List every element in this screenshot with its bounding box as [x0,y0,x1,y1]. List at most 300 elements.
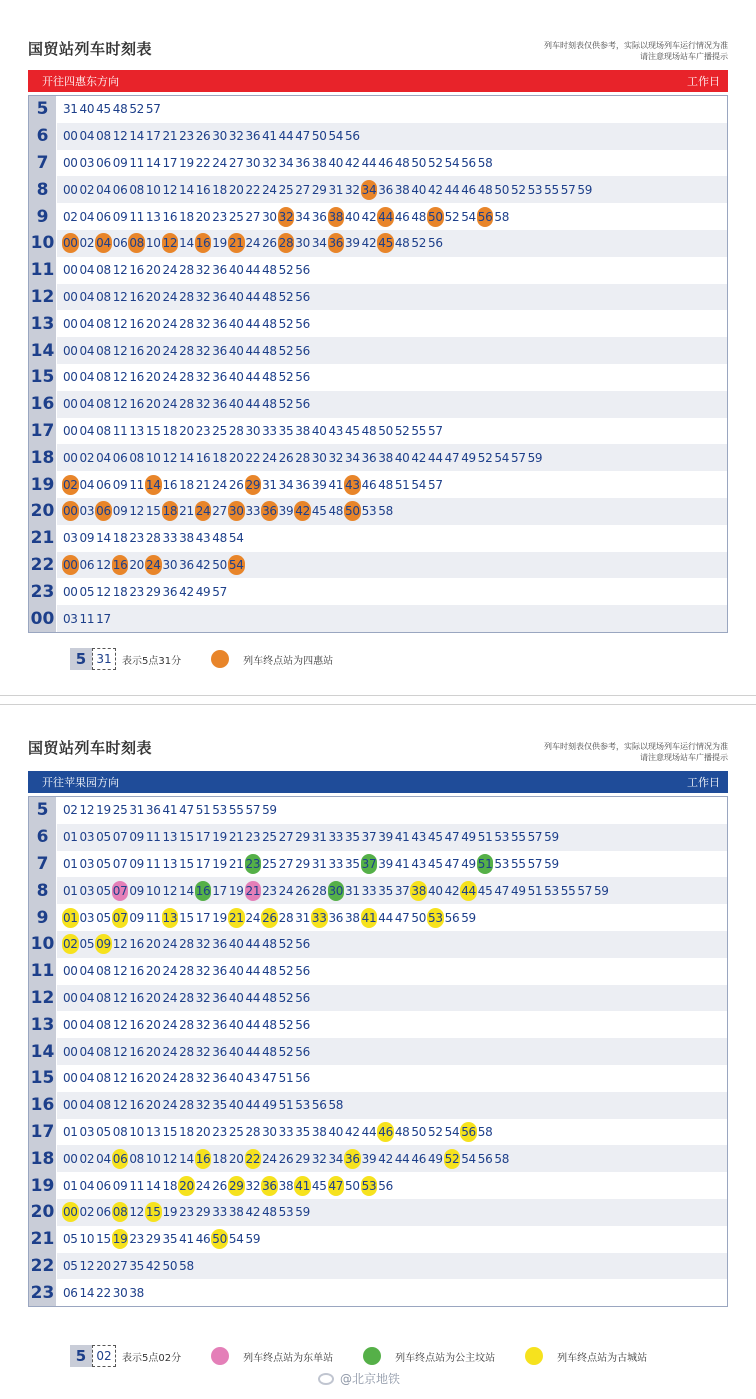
departure-minute: 16 [195,182,211,197]
departure-minute: 47 [179,803,194,818]
departure-minute: 55 [411,423,427,438]
departure-minute: 59 [262,803,277,818]
departure-minute: 08 [96,129,111,144]
departure-minute: 48 [262,937,277,952]
departure-minute: 00 [62,555,79,575]
departure-minute: 01 [62,883,78,898]
departure-minute: 40 [228,937,244,952]
departure-minute: 04 [79,316,95,331]
departure-minute: 48 [411,209,427,224]
legend-item-text: 列车终点站为东单站 [243,1352,334,1364]
table-row [29,364,727,391]
departure-minute: 00 [62,182,78,197]
hour-cell: 12 [29,284,57,311]
departure-minute: 56 [477,1151,493,1166]
departure-minute: 05 [79,584,95,599]
departure-minute: 28 [179,316,194,331]
departure-minute: 12 [112,1044,128,1059]
departure-minute: 08 [129,182,144,197]
departure-minute: 12 [96,584,111,599]
departure-minute: 03 [79,856,95,871]
departure-minute: 48 [262,1017,277,1032]
departure-minute: 39 [361,1151,377,1166]
departure-minute: 35 [295,1124,310,1139]
departure-minute: 25 [262,856,277,871]
departure-minute: 42 [294,501,311,521]
departure-minute: 02 [62,209,78,224]
departure-minute: 04 [79,1071,95,1086]
hour-cell: 16 [29,1092,57,1119]
departure-minute: 51 [477,830,493,845]
departure-minute: 36 [212,263,227,278]
departure-minute: 02 [62,475,79,495]
table-row [29,310,727,337]
departure-minute: 07 [112,881,129,901]
table-row [29,444,727,471]
hour-cell: 7 [29,150,57,177]
departure-minute: 54 [228,1232,244,1247]
departure-minute: 18 [212,1151,227,1166]
departure-minute: 05 [96,830,111,845]
departure-minute: 12 [162,182,178,197]
departure-minute: 29 [228,1176,245,1196]
departure-minute: 28 [311,883,327,898]
departure-minute: 04 [79,1044,95,1059]
departure-minute: 26 [295,883,310,898]
departure-minute: 46 [361,477,377,492]
legend-sample-minute: 31 [92,648,116,670]
departure-minute: 39 [311,477,327,492]
departure-minute: 20 [145,1098,161,1113]
departure-minute: 24 [245,910,261,925]
departure-minute: 56 [295,343,310,358]
departure-minute: 44 [245,964,261,979]
departure-minute: 38 [410,881,427,901]
minutes-list [57,367,311,387]
departure-minute: 38 [179,531,194,546]
minutes-list [57,1149,510,1169]
departure-minute: 44 [245,397,261,412]
timetable-grid [28,95,728,633]
departure-minute: 43 [245,1071,261,1086]
minutes-list [57,394,311,414]
departure-minute: 52 [428,1124,443,1139]
departure-minute: 33 [328,856,344,871]
departure-minute: 19 [212,910,227,925]
departure-minute: 50 [411,910,427,925]
departure-minute: 44 [245,1044,261,1059]
departure-minute: 56 [295,990,310,1005]
hour-cell: 15 [29,364,57,391]
departure-minute: 29 [195,1205,211,1220]
departure-minute: 32 [278,207,295,227]
departure-minute: 11 [145,910,161,925]
departure-minute: 59 [461,910,476,925]
departure-minute: 24 [245,236,261,251]
departure-minute: 22 [245,450,261,465]
departure-minute: 59 [295,1205,310,1220]
departure-minute: 24 [212,155,227,170]
departure-minute: 42 [444,883,460,898]
departure-minute: 18 [112,531,128,546]
departure-minute: 05 [96,856,111,871]
departure-minute: 57 [527,856,543,871]
departure-minute: 52 [278,343,294,358]
table-row [29,824,727,851]
departure-minute: 58 [477,155,493,170]
departure-minute: 16 [195,1149,212,1169]
table-row [29,1011,727,1038]
hour-cell: 22 [29,1253,57,1280]
departure-minute: 44 [245,370,261,385]
minutes-list [57,1042,311,1062]
departure-minute: 43 [195,531,211,546]
departure-minute: 50 [162,1258,178,1273]
departure-minute: 18 [212,182,227,197]
departure-minute: 02 [62,934,79,954]
departure-minute: 09 [95,934,112,954]
departure-minute: 23 [129,1232,144,1247]
departure-minute: 59 [544,856,559,871]
departure-minute: 25 [228,209,244,224]
departure-minute: 39 [378,830,393,845]
departure-minute: 06 [112,236,128,251]
departure-minute: 28 [179,1071,194,1086]
departure-minute: 32 [245,1178,261,1193]
departure-minute: 25 [212,423,227,438]
departure-minute: 14 [179,182,194,197]
hour-cell: 6 [29,824,57,851]
departure-minute: 06 [96,477,111,492]
departure-minute: 36 [212,397,227,412]
departure-minute: 58 [378,504,393,519]
departure-minute: 18 [179,477,194,492]
departure-minute: 44 [377,207,394,227]
departure-minute: 09 [129,910,144,925]
departure-minute: 42 [361,209,377,224]
minutes-list [57,1283,145,1303]
departure-minute: 26 [212,1178,227,1193]
departure-minute: 44 [245,289,261,304]
table-row [29,337,727,364]
departure-minute: 42 [179,584,194,599]
departure-minute: 48 [262,990,277,1005]
hour-cell: 8 [29,176,57,203]
departure-minute: 32 [195,343,211,358]
departure-minute: 24 [162,1098,178,1113]
departure-minute: 04 [95,233,112,253]
departure-minute: 25 [262,830,277,845]
departure-minute: 07 [112,908,129,928]
departure-minute: 52 [278,937,294,952]
departure-minute: 08 [96,263,111,278]
departure-minute: 36 [212,1017,227,1032]
departure-minute: 19 [96,803,111,818]
departure-minute: 20 [178,1176,195,1196]
departure-minute: 24 [195,1178,211,1193]
departure-minute: 14 [129,129,144,144]
departure-minute: 35 [345,856,360,871]
departure-minute: 41 [394,856,410,871]
hour-cell: 20 [29,1199,57,1226]
departure-minute: 28 [295,450,310,465]
departure-minute: 32 [195,1044,211,1059]
departure-minute: 22 [96,1285,111,1300]
departure-minute: 57 [212,584,227,599]
departure-minute: 10 [129,1124,144,1139]
departure-minute: 32 [195,1098,211,1113]
departure-minute: 36 [212,1044,227,1059]
departure-minute: 04 [79,129,95,144]
departure-minute: 32 [195,1017,211,1032]
minutes-list [57,1015,311,1035]
departure-minute: 40 [228,263,244,278]
departure-minute: 57 [428,477,443,492]
minutes-list [57,153,493,173]
departure-minute: 36 [212,316,227,331]
departure-minute: 53 [212,803,227,818]
minutes-list [57,934,311,954]
departure-minute: 28 [228,423,244,438]
departure-minute: 19 [212,856,227,871]
departure-minute: 33 [311,908,328,928]
departure-minute: 08 [96,964,111,979]
departure-minute: 06 [96,1205,111,1220]
departure-minute: 41 [162,803,178,818]
table-row [29,96,727,123]
departure-minute: 36 [344,1149,361,1169]
departure-minute: 52 [278,316,294,331]
departure-minute: 16 [195,233,212,253]
departure-minute: 08 [96,1071,111,1086]
departure-minute: 20 [145,343,161,358]
departure-minute: 24 [162,370,178,385]
legend-dot-icon [211,1347,229,1365]
departure-minute: 24 [212,477,227,492]
departure-minute: 04 [79,1098,95,1113]
departure-minute: 27 [278,856,294,871]
departure-minute: 02 [79,182,95,197]
departure-minute: 32 [195,263,211,278]
departure-minute: 36 [361,450,377,465]
legend-sample-minute: 02 [92,1345,116,1367]
departure-minute: 23 [195,423,211,438]
hour-cell: 23 [29,1279,57,1306]
departure-minute: 37 [394,883,410,898]
table-row [29,176,727,203]
departure-minute: 09 [112,477,128,492]
departure-minute: 00 [62,1071,78,1086]
minutes-list [57,421,444,441]
hour-cell: 16 [29,391,57,418]
departure-minute: 50 [378,423,393,438]
departure-minute: 48 [112,102,128,117]
departure-minute: 00 [62,289,78,304]
departure-minute: 28 [179,263,194,278]
table-row [29,1172,727,1199]
departure-minute: 48 [262,370,277,385]
departure-minute: 48 [262,316,277,331]
departure-minute: 54 [494,450,510,465]
legend-dot-icon [211,650,229,668]
departure-minute: 46 [377,1122,394,1142]
departure-minute: 00 [62,129,78,144]
departure-minute: 44 [245,316,261,331]
departure-minute: 15 [179,910,194,925]
departure-minute: 36 [311,209,327,224]
departure-minute: 32 [262,155,277,170]
departure-minute: 29 [145,1232,161,1247]
departure-minute: 09 [129,856,144,871]
departure-minute: 00 [62,263,78,278]
departure-minute: 55 [510,856,526,871]
departure-minute: 53 [295,1098,310,1113]
table-row [29,1038,727,1065]
departure-minute: 36 [212,964,227,979]
minutes-list [57,1095,344,1115]
departure-minute: 11 [112,423,128,438]
departure-minute: 15 [179,830,194,845]
departure-minute: 52 [278,964,294,979]
departure-minute: 34 [295,209,310,224]
hour-cell: 10 [29,931,57,958]
departure-minute: 23 [245,830,261,845]
departure-minute: 45 [477,883,493,898]
departure-minute: 53 [527,182,543,197]
departure-minute: 16 [129,964,144,979]
departure-minute: 51 [195,803,211,818]
table-row [29,525,727,552]
departure-minute: 10 [145,182,161,197]
timetable-grid [28,796,728,1307]
departure-minute: 09 [129,830,144,845]
minutes-list [57,314,311,334]
departure-minute: 36 [212,990,227,1005]
departure-minute: 25 [228,1124,244,1139]
departure-minute: 52 [278,1017,294,1032]
departure-minute: 20 [228,182,244,197]
departure-minute: 21 [195,477,211,492]
departure-minute: 51 [527,883,543,898]
departure-minute: 38 [278,1178,294,1193]
departure-minute: 47 [444,856,460,871]
departure-minute: 01 [62,856,78,871]
departure-minute: 44 [378,910,393,925]
departure-minute: 30 [112,1285,128,1300]
departure-minute: 36 [212,1071,227,1086]
departure-minute: 00 [62,370,78,385]
departure-minute: 09 [112,155,128,170]
departure-minute: 07 [112,856,128,871]
departure-minute: 34 [278,477,294,492]
departure-minute: 08 [129,1151,144,1166]
departure-minute: 01 [62,1124,78,1139]
table-row [29,1119,727,1146]
departure-minute: 18 [212,450,227,465]
departure-minute: 32 [195,937,211,952]
departure-minute: 22 [245,182,261,197]
minutes-list [57,854,560,874]
departure-minute: 23 [262,883,277,898]
departure-minute: 08 [112,1124,128,1139]
departure-minute: 00 [62,450,78,465]
departure-minute: 04 [79,209,95,224]
departure-minute: 42 [378,1151,393,1166]
departure-minute: 28 [179,289,194,304]
departure-minute: 48 [262,964,277,979]
minutes-list [57,341,311,361]
hour-cell: 5 [29,797,57,824]
departure-minute: 18 [162,501,179,521]
departure-minute: 14 [145,1178,161,1193]
departure-minute: 16 [129,397,144,412]
departure-minute: 35 [278,423,294,438]
departure-minute: 24 [262,450,277,465]
departure-minute: 15 [145,423,161,438]
departure-minute: 43 [344,475,361,495]
departure-minute: 44 [394,1151,410,1166]
departure-minute: 55 [544,182,559,197]
departure-minute: 16 [162,477,178,492]
disclaimer-line-1: 列车时刻表仅供参考，实际以现场列车运行情况为准 [544,742,728,751]
departure-minute: 30 [245,423,261,438]
departure-minute: 02 [79,1205,95,1220]
departure-minute: 35 [212,1098,227,1113]
departure-minute: 12 [112,990,128,1005]
departure-minute: 42 [195,557,211,572]
departure-minute: 28 [179,343,194,358]
departure-minute: 12 [162,450,178,465]
departure-minute: 12 [112,370,128,385]
departure-minute: 16 [129,1098,144,1113]
departure-minute: 27 [228,155,244,170]
departure-minute: 06 [79,557,95,572]
departure-minute: 36 [295,155,310,170]
departure-minute: 30 [295,236,310,251]
departure-minute: 08 [96,990,111,1005]
departure-minute: 12 [79,1258,95,1273]
departure-minute: 30 [328,881,345,901]
departure-minute: 20 [145,316,161,331]
departure-minute: 47 [444,450,460,465]
hour-cell: 10 [29,230,57,257]
departure-minute: 56 [477,207,494,227]
departure-minute: 23 [179,1205,194,1220]
minutes-list [57,881,610,901]
departure-minute: 26 [278,450,294,465]
departure-minute: 31 [262,477,277,492]
minutes-list [57,475,444,495]
departure-minute: 14 [179,236,194,251]
departure-minute: 08 [96,370,111,385]
departure-minute: 08 [96,289,111,304]
departure-minute: 12 [112,964,128,979]
departure-minute: 56 [461,155,476,170]
departure-minute: 08 [96,1044,111,1059]
legend-item-text: 列车终点站为四惠站 [243,655,334,667]
departure-minute: 38 [328,207,345,227]
departure-minute: 40 [228,397,244,412]
departure-minute: 45 [428,830,443,845]
departure-minute: 00 [62,584,78,599]
departure-minute: 24 [162,964,178,979]
departure-minute: 15 [96,1232,111,1247]
watermark-text: @北京地铁 [340,1372,401,1386]
departure-minute: 03 [62,531,78,546]
departure-minute: 43 [328,423,344,438]
departure-minute: 20 [129,557,144,572]
departure-minute: 02 [79,236,95,251]
